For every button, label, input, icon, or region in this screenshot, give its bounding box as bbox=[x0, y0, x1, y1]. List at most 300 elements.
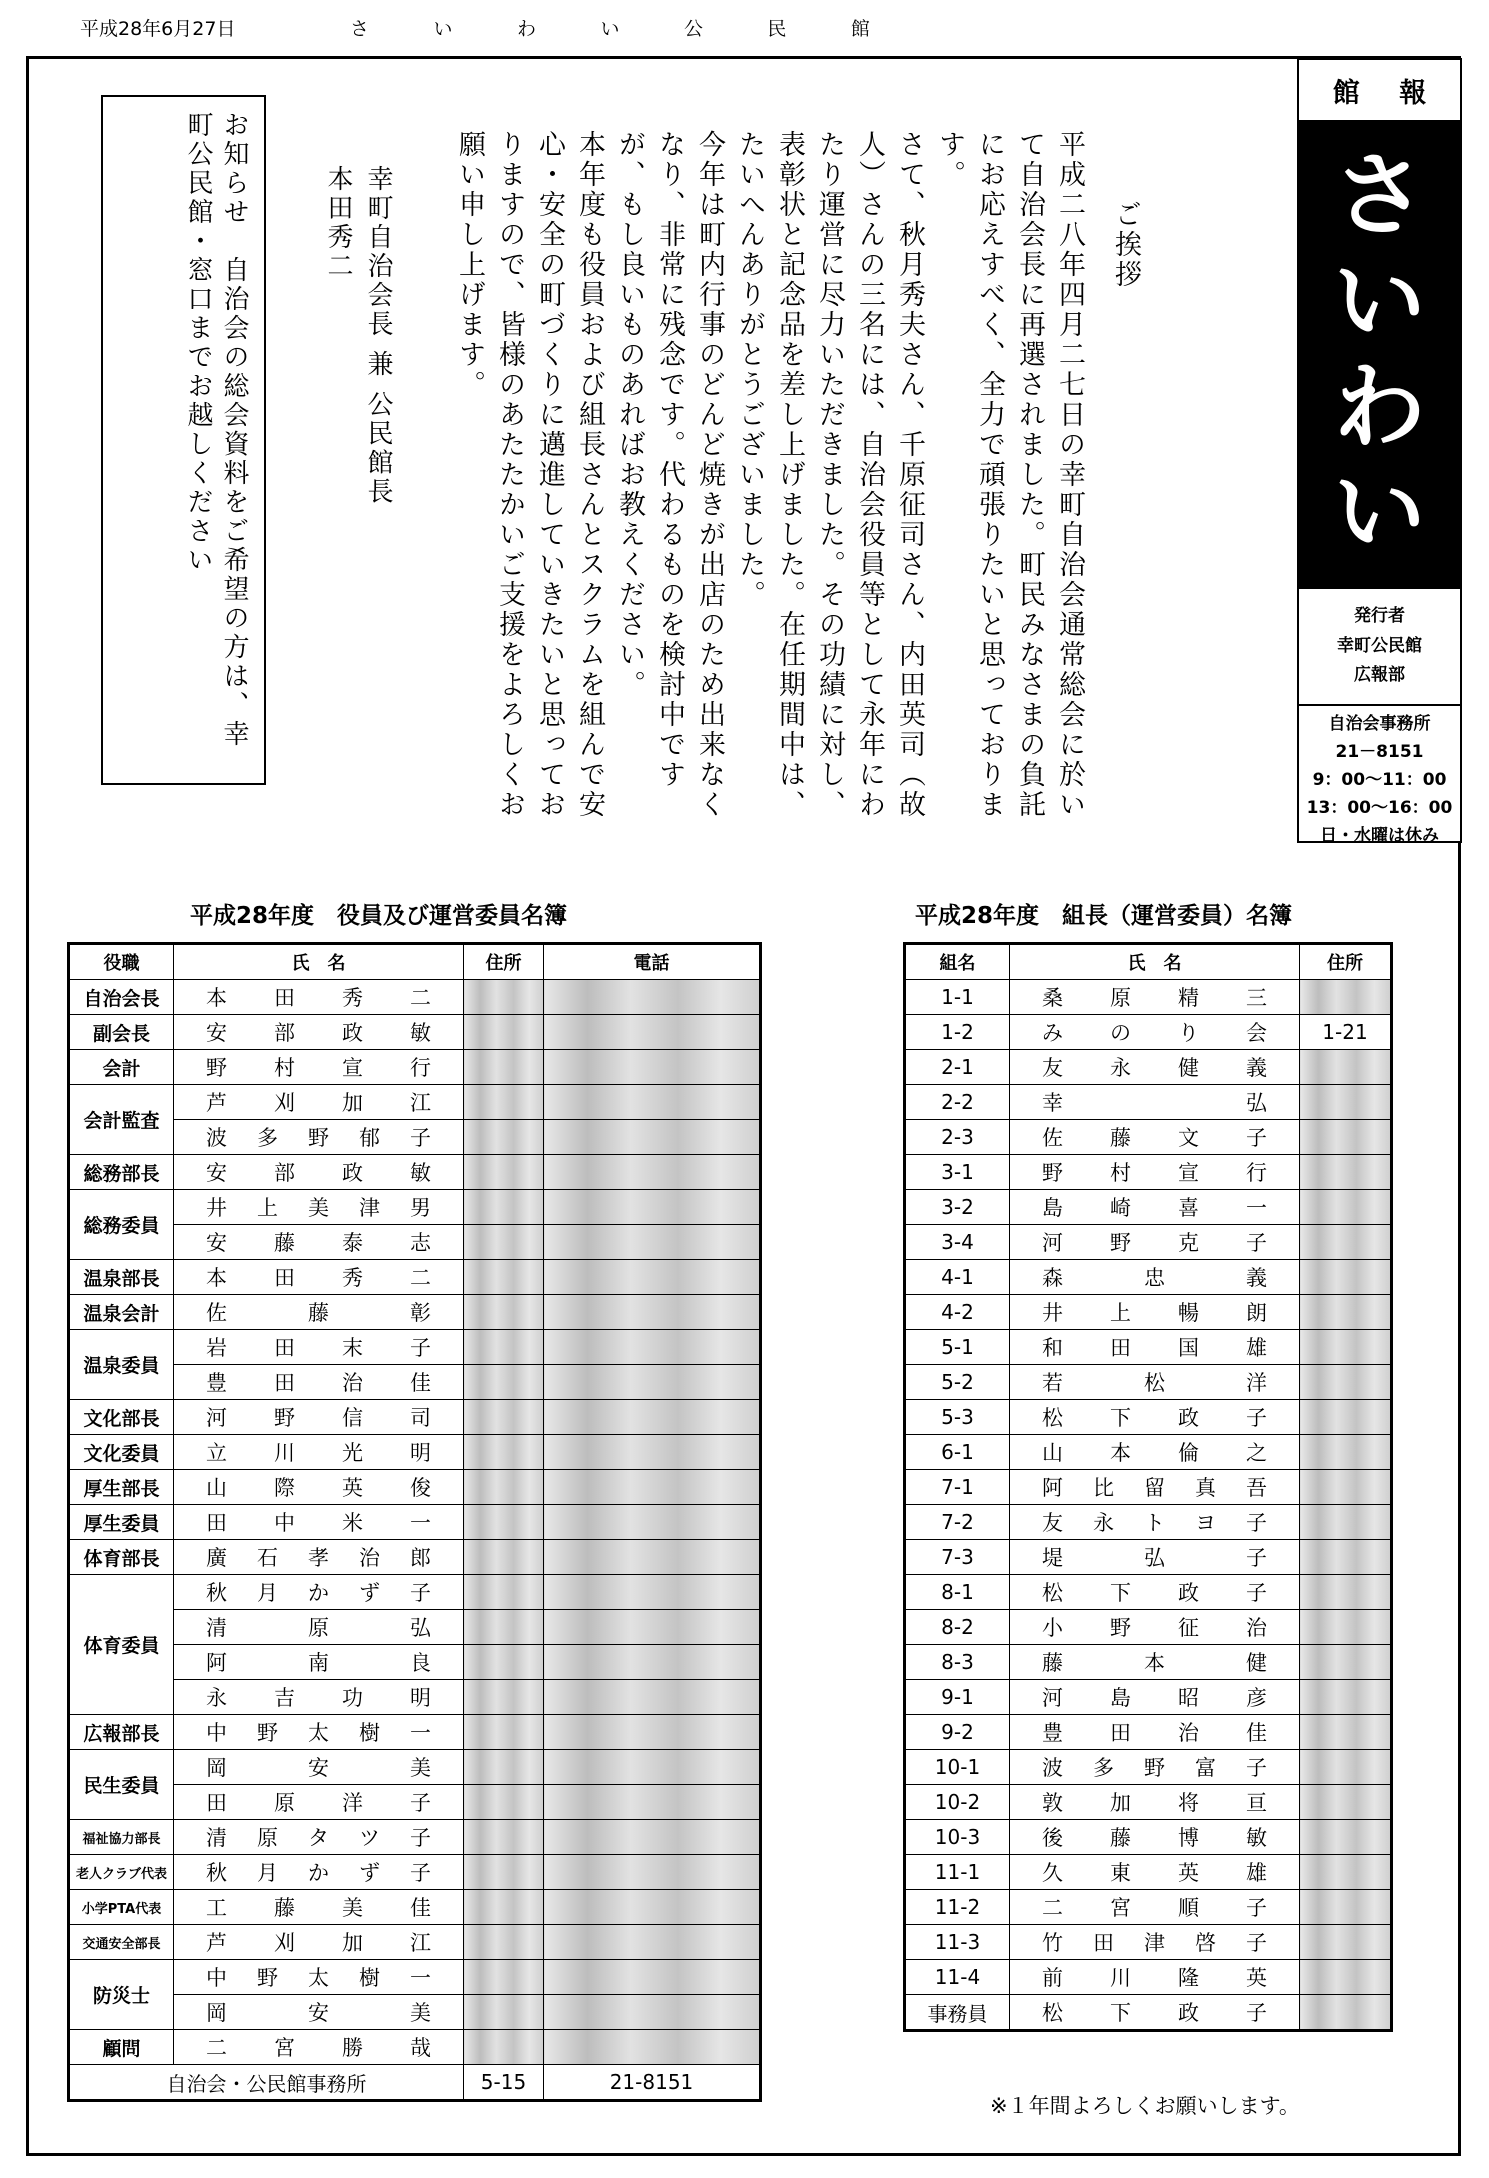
redacted-address bbox=[464, 1015, 544, 1050]
officer-name-text: 本 田 秀 二 bbox=[206, 986, 431, 1010]
table-row bbox=[69, 1890, 761, 1925]
leader-name bbox=[1010, 1015, 1300, 1050]
officer-name bbox=[174, 1750, 464, 1785]
table-row bbox=[69, 980, 761, 1015]
leader-name-text: 松 下 政 子 bbox=[1042, 1406, 1267, 1430]
group-name: 7-3 bbox=[905, 1540, 1010, 1575]
redacted-address bbox=[464, 1785, 544, 1820]
redacted-phone bbox=[544, 1575, 761, 1610]
leader-name-text: 久 東 英 雄 bbox=[1042, 1861, 1267, 1885]
leader-name-text: 竹 田 津 啓 子 bbox=[1042, 1931, 1267, 1955]
leader-name bbox=[1010, 1540, 1300, 1575]
officer-role: 温泉部長 bbox=[69, 1260, 174, 1295]
officer-name-text: 清 原 タ ツ 子 bbox=[206, 1826, 431, 1850]
leader-address bbox=[1300, 1715, 1392, 1750]
officer-name-text: 工 藤 美 佳 bbox=[206, 1896, 431, 1920]
officer-name-text: 廣 石 孝 治 郎 bbox=[206, 1546, 431, 1570]
leader-address bbox=[1300, 1785, 1392, 1820]
redacted-address bbox=[464, 1470, 544, 1505]
leader-name-text: 森 忠 義 bbox=[1042, 1266, 1267, 1290]
officer-name-text: 中 野 太 樹 一 bbox=[206, 1966, 431, 1990]
officer-name bbox=[174, 1330, 464, 1365]
officer-name bbox=[174, 1155, 464, 1190]
redacted-phone bbox=[544, 980, 761, 1015]
officer-name bbox=[174, 1400, 464, 1435]
redacted-phone bbox=[544, 1295, 761, 1330]
leader-name bbox=[1010, 1680, 1300, 1715]
table-row bbox=[905, 1260, 1392, 1295]
redacted-address bbox=[464, 1680, 544, 1715]
redacted-address bbox=[464, 1050, 544, 1085]
notice-box bbox=[101, 95, 266, 785]
officer-name-text: 本 田 秀 二 bbox=[206, 1266, 431, 1290]
masthead-title: さ い わ い bbox=[1299, 122, 1460, 587]
officer-role: 厚生部長 bbox=[69, 1470, 174, 1505]
leader-name-text: 波 多 野 富 子 bbox=[1042, 1756, 1267, 1780]
group-name: 5-2 bbox=[905, 1365, 1010, 1400]
leader-name-text: 松 下 政 子 bbox=[1042, 1581, 1267, 1605]
table-row bbox=[905, 1505, 1392, 1540]
leader-name bbox=[1010, 1645, 1300, 1680]
leader-name-text: 堤 弘 子 bbox=[1042, 1546, 1267, 1570]
officer-role: 文化委員 bbox=[69, 1435, 174, 1470]
redacted-phone bbox=[544, 1925, 761, 1960]
officer-name bbox=[174, 1470, 464, 1505]
leader-address bbox=[1300, 1470, 1392, 1505]
officer-name-text: 永 吉 功 明 bbox=[206, 1686, 431, 1710]
leader-name-text: 小 野 征 治 bbox=[1042, 1616, 1267, 1640]
officer-role: 小学PTA代表 bbox=[69, 1890, 174, 1925]
group-name: 11-3 bbox=[905, 1925, 1010, 1960]
signature bbox=[318, 165, 398, 805]
redacted-address bbox=[464, 1330, 544, 1365]
officer-role: 総務部長 bbox=[69, 1155, 174, 1190]
officer-name bbox=[174, 980, 464, 1015]
group-name: 7-1 bbox=[905, 1470, 1010, 1505]
officer-role: 老人クラブ代表 bbox=[69, 1855, 174, 1890]
table-row bbox=[905, 1435, 1392, 1470]
redacted-address bbox=[464, 1925, 544, 1960]
table-row bbox=[905, 1925, 1392, 1960]
officer-name bbox=[174, 1540, 464, 1575]
group-name: 8-1 bbox=[905, 1575, 1010, 1610]
group-name: 10-3 bbox=[905, 1820, 1010, 1855]
leader-name bbox=[1010, 1855, 1300, 1890]
redacted-address bbox=[464, 1085, 544, 1120]
group-name: 8-2 bbox=[905, 1610, 1010, 1645]
officer-name bbox=[174, 1820, 464, 1855]
redacted-address bbox=[464, 1890, 544, 1925]
table-row bbox=[905, 1575, 1392, 1610]
leader-address bbox=[1300, 1505, 1392, 1540]
redacted-address bbox=[464, 1435, 544, 1470]
table-row bbox=[69, 1295, 761, 1330]
publisher-info: 発行者 幸町公民館 広報部 bbox=[1299, 587, 1460, 706]
redacted-address bbox=[464, 1645, 544, 1680]
leader-address bbox=[1300, 1085, 1392, 1120]
officer-role: 顧問 bbox=[69, 2030, 174, 2065]
leader-address bbox=[1300, 1260, 1392, 1295]
redacted-address bbox=[464, 1120, 544, 1155]
leader-name bbox=[1010, 1155, 1300, 1190]
leader-address bbox=[1300, 1435, 1392, 1470]
officer-name bbox=[174, 1085, 464, 1120]
officer-name bbox=[174, 1855, 464, 1890]
redacted-phone bbox=[544, 1890, 761, 1925]
office-label: 自治会・公民館事務所 bbox=[69, 2065, 464, 2101]
greeting-paragraph: 平成二八年四月二七日の幸町自治会通常総会に於いて自治会長に再選されました。町民みなさまの負託にお応えすべく、全力で頑張りたいと思っております。 bbox=[934, 130, 1085, 820]
redacted-phone bbox=[544, 1470, 761, 1505]
leader-name-text: 豊 田 治 佳 bbox=[1042, 1721, 1267, 1745]
redacted-phone bbox=[544, 1645, 761, 1680]
redacted-address bbox=[464, 1750, 544, 1785]
officer-name bbox=[174, 1785, 464, 1820]
redacted-phone bbox=[544, 1540, 761, 1575]
leader-name bbox=[1010, 1050, 1300, 1085]
redacted-phone bbox=[544, 1610, 761, 1645]
leader-address bbox=[1300, 1330, 1392, 1365]
signature-name: 本田秀二 bbox=[323, 165, 353, 281]
table-row bbox=[69, 1960, 761, 1995]
leader-address bbox=[1300, 1680, 1392, 1715]
table-row bbox=[905, 1540, 1392, 1575]
group-name: 8-3 bbox=[905, 1645, 1010, 1680]
group-name: 3-1 bbox=[905, 1155, 1010, 1190]
officer-name bbox=[174, 1995, 464, 2030]
leader-address bbox=[1300, 1155, 1392, 1190]
leader-name bbox=[1010, 1190, 1300, 1225]
leader-address bbox=[1300, 1575, 1392, 1610]
table-row bbox=[69, 1050, 761, 1085]
leader-address bbox=[1300, 1750, 1392, 1785]
officer-role: 交通安全部長 bbox=[69, 1925, 174, 1960]
table-row bbox=[905, 1715, 1392, 1750]
table-row bbox=[69, 1155, 761, 1190]
leader-address bbox=[1300, 1645, 1392, 1680]
col-header: 電話 bbox=[544, 944, 761, 980]
leader-name bbox=[1010, 980, 1300, 1015]
table-row bbox=[905, 1890, 1392, 1925]
leader-address bbox=[1300, 1995, 1392, 2031]
col-header: 役職 bbox=[69, 944, 174, 980]
leader-name-text: 山 本 倫 之 bbox=[1042, 1441, 1267, 1465]
redacted-phone bbox=[544, 1680, 761, 1715]
redacted-phone bbox=[544, 1330, 761, 1365]
table-row bbox=[905, 1750, 1392, 1785]
leader-name bbox=[1010, 1575, 1300, 1610]
col-header: 住所 bbox=[464, 944, 544, 980]
redacted-address bbox=[464, 1820, 544, 1855]
table-row bbox=[69, 1715, 761, 1750]
leader-name-text: 和 田 国 雄 bbox=[1042, 1336, 1267, 1360]
leader-name-text: 井 上 暢 朗 bbox=[1042, 1301, 1267, 1325]
table-row bbox=[69, 1855, 761, 1890]
redacted-phone bbox=[544, 1960, 761, 1995]
table-row bbox=[905, 1190, 1392, 1225]
redacted-phone bbox=[544, 1400, 761, 1435]
officer-name bbox=[174, 1645, 464, 1680]
officer-name-text: 芦 刈 加 江 bbox=[206, 1931, 431, 1955]
footnote: ※１年間よろしくお願いします。 bbox=[990, 2094, 1300, 2118]
leader-name bbox=[1010, 1435, 1300, 1470]
table-row bbox=[69, 2030, 761, 2065]
officer-role: 福祉協力部長 bbox=[69, 1820, 174, 1855]
table-row bbox=[69, 1750, 761, 1785]
greeting-body bbox=[449, 130, 1089, 820]
redacted-address bbox=[464, 1155, 544, 1190]
leader-name bbox=[1010, 1120, 1300, 1155]
table-row bbox=[905, 1855, 1392, 1890]
officer-role: 厚生委員 bbox=[69, 1505, 174, 1540]
table-row bbox=[905, 1155, 1392, 1190]
table-row bbox=[69, 1540, 761, 1575]
group-name: 5-3 bbox=[905, 1400, 1010, 1435]
group-name: 2-1 bbox=[905, 1050, 1010, 1085]
redacted-phone bbox=[544, 2030, 761, 2065]
group-name: 7-2 bbox=[905, 1505, 1010, 1540]
officer-role: 副会長 bbox=[69, 1015, 174, 1050]
officer-name bbox=[174, 1225, 464, 1260]
officer-name bbox=[174, 1050, 464, 1085]
officer-role: 体育委員 bbox=[69, 1575, 174, 1715]
leader-name bbox=[1010, 1295, 1300, 1330]
leader-name bbox=[1010, 1820, 1300, 1855]
officer-name bbox=[174, 1890, 464, 1925]
officer-name-text: 立 川 光 明 bbox=[206, 1441, 431, 1465]
table-row bbox=[905, 1400, 1392, 1435]
table-row bbox=[69, 1400, 761, 1435]
officer-name bbox=[174, 1715, 464, 1750]
redacted-address bbox=[464, 1960, 544, 1995]
table-row bbox=[905, 1295, 1392, 1330]
officer-name-text: 阿 南 良 bbox=[206, 1651, 431, 1675]
leader-address bbox=[1300, 1925, 1392, 1960]
redacted-phone bbox=[544, 1505, 761, 1540]
officer-name-text: 田 中 米 一 bbox=[206, 1511, 431, 1535]
leader-address bbox=[1300, 1225, 1392, 1260]
table-row bbox=[905, 1365, 1392, 1400]
redacted-address bbox=[464, 1995, 544, 2030]
redacted-phone bbox=[544, 1365, 761, 1400]
leader-name bbox=[1010, 1400, 1300, 1435]
officer-role: 防災士 bbox=[69, 1960, 174, 2030]
table-row bbox=[905, 1225, 1392, 1260]
table-row bbox=[69, 1575, 761, 1610]
table-row bbox=[905, 1015, 1392, 1050]
redacted-address bbox=[464, 1855, 544, 1890]
leader-name bbox=[1010, 1925, 1300, 1960]
officer-name bbox=[174, 1295, 464, 1330]
officer-role: 民生委員 bbox=[69, 1750, 174, 1820]
masthead bbox=[1297, 58, 1462, 847]
group-name: 5-1 bbox=[905, 1330, 1010, 1365]
table-row bbox=[905, 980, 1392, 1015]
redacted-address bbox=[464, 1400, 544, 1435]
leader-name-text: 佐 藤 文 子 bbox=[1042, 1126, 1267, 1150]
leader-name bbox=[1010, 1365, 1300, 1400]
leaders-title: 平成28年度 組長（運営委員）名簿 bbox=[915, 903, 1293, 929]
table-row bbox=[905, 1785, 1392, 1820]
group-name: 4-2 bbox=[905, 1295, 1010, 1330]
redacted-address bbox=[464, 1190, 544, 1225]
officer-name-text: 清 原 弘 bbox=[206, 1616, 431, 1640]
table-row bbox=[69, 1190, 761, 1225]
table-row bbox=[905, 1050, 1392, 1085]
leader-name bbox=[1010, 1890, 1300, 1925]
officer-name bbox=[174, 1680, 464, 1715]
group-name: 10-1 bbox=[905, 1750, 1010, 1785]
officer-role: 文化部長 bbox=[69, 1400, 174, 1435]
redacted-phone bbox=[544, 1050, 761, 1085]
redacted-address bbox=[464, 2030, 544, 2065]
officer-name-text: 安 藤 泰 志 bbox=[206, 1231, 431, 1255]
officer-role: 会計監査 bbox=[69, 1085, 174, 1155]
col-header: 氏 名 bbox=[174, 944, 464, 980]
leader-name-text: 河 野 克 子 bbox=[1042, 1231, 1267, 1255]
group-name: 2-3 bbox=[905, 1120, 1010, 1155]
officer-name-text: 岡 安 美 bbox=[206, 1756, 431, 1780]
group-name: 4-1 bbox=[905, 1260, 1010, 1295]
signature-role: 幸町自治会長 兼 公民館長 bbox=[363, 165, 393, 507]
table-row bbox=[905, 1645, 1392, 1680]
redacted-phone bbox=[544, 1225, 761, 1260]
table-row bbox=[69, 1820, 761, 1855]
office-address: 5-15 bbox=[464, 2065, 544, 2101]
leader-address: 1-21 bbox=[1300, 1015, 1392, 1050]
table-row bbox=[905, 1960, 1392, 1995]
redacted-phone bbox=[544, 1435, 761, 1470]
leader-address bbox=[1300, 1820, 1392, 1855]
officer-role: 総務委員 bbox=[69, 1190, 174, 1260]
redacted-phone bbox=[544, 1085, 761, 1120]
table-row bbox=[905, 1120, 1392, 1155]
col-header: 氏 名 bbox=[1010, 944, 1300, 980]
officer-name-text: 秋 月 か ず 子 bbox=[206, 1861, 431, 1885]
table-row bbox=[69, 1925, 761, 1960]
table-row bbox=[69, 1505, 761, 1540]
leader-name-text: 島 崎 喜 一 bbox=[1042, 1196, 1267, 1220]
col-header: 住所 bbox=[1300, 944, 1392, 980]
redacted-address bbox=[464, 1295, 544, 1330]
officer-name-text: 田 原 洋 子 bbox=[206, 1791, 431, 1815]
redacted-phone bbox=[544, 1995, 761, 2030]
leader-address bbox=[1300, 1295, 1392, 1330]
leader-address bbox=[1300, 1120, 1392, 1155]
officer-name bbox=[174, 1610, 464, 1645]
leader-name-text: 野 村 宣 行 bbox=[1042, 1161, 1267, 1185]
redacted-phone bbox=[544, 1785, 761, 1820]
redacted-phone bbox=[544, 1015, 761, 1050]
redacted-phone bbox=[544, 1120, 761, 1155]
table-row bbox=[69, 1435, 761, 1470]
leader-address bbox=[1300, 980, 1392, 1015]
leader-address bbox=[1300, 1400, 1392, 1435]
leader-name-text: 若 松 洋 bbox=[1042, 1371, 1267, 1395]
officer-name bbox=[174, 1015, 464, 1050]
leader-address bbox=[1300, 1540, 1392, 1575]
greeting-paragraph: 今年は町内行事のどんど焼きが出店のため出来なくなり、非常に残念です。代わるものを検討中ですが、もし良いものあればお教えください。 bbox=[614, 130, 725, 820]
redacted-address bbox=[464, 1260, 544, 1295]
leader-address bbox=[1300, 1610, 1392, 1645]
table-row bbox=[69, 1260, 761, 1295]
officer-role: 広報部長 bbox=[69, 1715, 174, 1750]
officer-role: 会計 bbox=[69, 1050, 174, 1085]
officer-role: 体育部長 bbox=[69, 1540, 174, 1575]
leader-name bbox=[1010, 1785, 1300, 1820]
officer-name-text: 井 上 美 津 男 bbox=[206, 1196, 431, 1220]
officer-name-text: 波 多 野 郁 子 bbox=[206, 1126, 431, 1150]
officer-name bbox=[174, 1925, 464, 1960]
officer-role: 温泉会計 bbox=[69, 1295, 174, 1330]
leader-name-text: 友 永 健 義 bbox=[1042, 1056, 1267, 1080]
masthead-label: 館 報 bbox=[1299, 60, 1460, 122]
redacted-address bbox=[464, 1610, 544, 1645]
redacted-address bbox=[464, 1715, 544, 1750]
officer-name-text: 河 野 信 司 bbox=[206, 1406, 431, 1430]
redacted-address bbox=[464, 1225, 544, 1260]
office-info: 自治会事務所 21－8151 9：00～11：00 13：00～16：00 日・水曜は休み bbox=[1306, 714, 1453, 847]
redacted-phone bbox=[544, 1190, 761, 1225]
table-row bbox=[69, 1470, 761, 1505]
table-row bbox=[69, 1330, 761, 1365]
greeting-paragraph: 本年度も役員および組長さんとスクラムを組んで安心・安全の町づくりに邁進していきたいと思っておりますので、皆様のあたたかいご支援をよろしくお願い申し上げます。 bbox=[454, 130, 605, 820]
group-name: 11-1 bbox=[905, 1855, 1010, 1890]
officer-name-text: 岡 安 美 bbox=[206, 2001, 431, 2025]
officer-name-text: 芦 刈 加 江 bbox=[206, 1091, 431, 1115]
header-bar bbox=[80, 14, 870, 41]
leader-address bbox=[1300, 1050, 1392, 1085]
officer-name-text: 秋 月 か ず 子 bbox=[206, 1581, 431, 1605]
leader-name-text: み の り 会 bbox=[1042, 1021, 1267, 1045]
officer-name-text: 安 部 政 敏 bbox=[206, 1161, 431, 1185]
table-row bbox=[905, 1610, 1392, 1645]
col-header: 組名 bbox=[905, 944, 1010, 980]
leader-name bbox=[1010, 1610, 1300, 1645]
group-name: 事務員 bbox=[905, 1995, 1010, 2031]
leader-name bbox=[1010, 1085, 1300, 1120]
group-name: 6-1 bbox=[905, 1435, 1010, 1470]
table-row bbox=[905, 1680, 1392, 1715]
group-name: 9-2 bbox=[905, 1715, 1010, 1750]
officer-role: 温泉委員 bbox=[69, 1330, 174, 1400]
officer-name-text: 安 部 政 敏 bbox=[206, 1021, 431, 1045]
redacted-address bbox=[464, 1575, 544, 1610]
redacted-address bbox=[464, 1540, 544, 1575]
officer-name bbox=[174, 1960, 464, 1995]
redacted-phone bbox=[544, 1820, 761, 1855]
officers-title: 平成28年度 役員及び運営委員名簿 bbox=[190, 903, 568, 929]
group-name: 3-2 bbox=[905, 1190, 1010, 1225]
officer-name-text: 豊 田 治 佳 bbox=[206, 1371, 431, 1395]
officer-name-text: 佐 藤 彰 bbox=[206, 1301, 431, 1325]
table-row bbox=[905, 1085, 1392, 1120]
leader-name bbox=[1010, 1960, 1300, 1995]
leader-name-text: 阿 比 留 真 吾 bbox=[1042, 1476, 1267, 1500]
leader-name-text: 幸 弘 bbox=[1042, 1091, 1267, 1115]
group-name: 3-4 bbox=[905, 1225, 1010, 1260]
redacted-phone bbox=[544, 1155, 761, 1190]
officer-name bbox=[174, 1575, 464, 1610]
leader-address bbox=[1300, 1855, 1392, 1890]
leader-name-text: 藤 本 健 bbox=[1042, 1651, 1267, 1675]
redacted-phone bbox=[544, 1750, 761, 1785]
leader-name bbox=[1010, 1225, 1300, 1260]
group-name: 10-2 bbox=[905, 1785, 1010, 1820]
leader-name-text: 前 川 隆 英 bbox=[1042, 1966, 1267, 1990]
group-name: 11-2 bbox=[905, 1890, 1010, 1925]
officers-table bbox=[67, 942, 762, 2102]
table-row bbox=[69, 1015, 761, 1050]
